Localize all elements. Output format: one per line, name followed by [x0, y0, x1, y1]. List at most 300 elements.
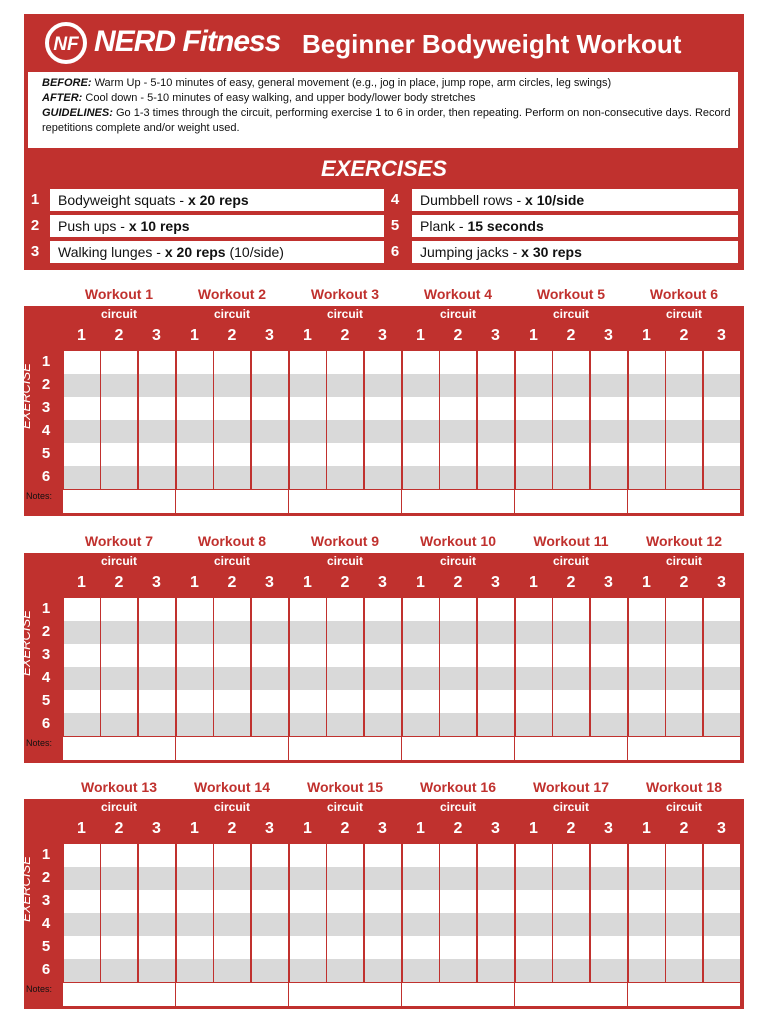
log-cell[interactable]: [252, 890, 288, 913]
log-cell[interactable]: [403, 959, 439, 982]
notes-field[interactable]: [515, 737, 627, 760]
log-cell[interactable]: [704, 420, 740, 443]
log-cell[interactable]: [64, 351, 100, 374]
log-cell[interactable]: [327, 397, 363, 420]
log-cell[interactable]: [327, 713, 363, 736]
log-cell[interactable]: [101, 959, 137, 982]
notes-field[interactable]: [515, 490, 627, 513]
log-cell[interactable]: [591, 420, 627, 443]
log-cell[interactable]: [403, 936, 439, 959]
log-cell[interactable]: [704, 690, 740, 713]
log-cell[interactable]: [64, 959, 100, 982]
log-cell[interactable]: [553, 443, 589, 466]
log-cell[interactable]: [214, 913, 250, 936]
log-cell[interactable]: [629, 644, 665, 667]
notes-field[interactable]: [176, 490, 288, 513]
log-cell[interactable]: [365, 690, 401, 713]
log-cell[interactable]: [290, 466, 326, 489]
notes-field[interactable]: [289, 983, 401, 1006]
log-cell[interactable]: [553, 959, 589, 982]
log-cell[interactable]: [666, 351, 702, 374]
log-cell[interactable]: [440, 420, 476, 443]
log-cell[interactable]: [666, 374, 702, 397]
log-cell[interactable]: [553, 890, 589, 913]
notes-field[interactable]: [63, 490, 175, 513]
log-cell[interactable]: [591, 644, 627, 667]
log-cell[interactable]: [101, 466, 137, 489]
log-cell[interactable]: [177, 867, 213, 890]
log-cell[interactable]: [516, 420, 552, 443]
log-cell[interactable]: [704, 890, 740, 913]
log-cell[interactable]: [64, 936, 100, 959]
log-cell[interactable]: [591, 443, 627, 466]
log-cell[interactable]: [252, 644, 288, 667]
log-cell[interactable]: [666, 890, 702, 913]
notes-field[interactable]: [628, 737, 740, 760]
log-cell[interactable]: [629, 397, 665, 420]
log-cell[interactable]: [365, 443, 401, 466]
log-cell[interactable]: [214, 351, 250, 374]
log-cell[interactable]: [365, 351, 401, 374]
log-cell[interactable]: [704, 844, 740, 867]
log-cell[interactable]: [365, 713, 401, 736]
notes-field[interactable]: [628, 490, 740, 513]
log-cell[interactable]: [139, 936, 175, 959]
log-cell[interactable]: [252, 397, 288, 420]
log-cell[interactable]: [252, 690, 288, 713]
log-cell[interactable]: [177, 374, 213, 397]
log-cell[interactable]: [177, 621, 213, 644]
log-cell[interactable]: [139, 844, 175, 867]
log-cell[interactable]: [440, 351, 476, 374]
log-cell[interactable]: [704, 621, 740, 644]
log-cell[interactable]: [327, 667, 363, 690]
log-cell[interactable]: [440, 890, 476, 913]
log-cell[interactable]: [327, 443, 363, 466]
log-cell[interactable]: [139, 644, 175, 667]
log-cell[interactable]: [553, 936, 589, 959]
log-cell[interactable]: [516, 713, 552, 736]
notes-field[interactable]: [63, 983, 175, 1006]
log-cell[interactable]: [327, 621, 363, 644]
log-cell[interactable]: [327, 644, 363, 667]
log-cell[interactable]: [252, 420, 288, 443]
log-cell[interactable]: [704, 397, 740, 420]
notes-field[interactable]: [402, 737, 514, 760]
notes-field[interactable]: [63, 737, 175, 760]
notes-field[interactable]: [289, 737, 401, 760]
log-cell[interactable]: [478, 443, 514, 466]
log-cell[interactable]: [290, 621, 326, 644]
log-cell[interactable]: [327, 351, 363, 374]
notes-field[interactable]: [402, 490, 514, 513]
log-cell[interactable]: [403, 621, 439, 644]
log-cell[interactable]: [139, 420, 175, 443]
log-cell[interactable]: [629, 913, 665, 936]
log-cell[interactable]: [403, 667, 439, 690]
log-cell[interactable]: [252, 844, 288, 867]
log-cell[interactable]: [629, 959, 665, 982]
log-cell[interactable]: [64, 713, 100, 736]
log-cell[interactable]: [553, 713, 589, 736]
log-cell[interactable]: [704, 959, 740, 982]
log-cell[interactable]: [214, 690, 250, 713]
log-cell[interactable]: [704, 936, 740, 959]
log-cell[interactable]: [177, 598, 213, 621]
log-cell[interactable]: [440, 844, 476, 867]
log-cell[interactable]: [403, 867, 439, 890]
log-cell[interactable]: [478, 844, 514, 867]
log-cell[interactable]: [290, 890, 326, 913]
log-cell[interactable]: [365, 890, 401, 913]
log-cell[interactable]: [478, 598, 514, 621]
log-cell[interactable]: [478, 959, 514, 982]
log-cell[interactable]: [629, 690, 665, 713]
log-cell[interactable]: [591, 913, 627, 936]
log-cell[interactable]: [516, 890, 552, 913]
log-cell[interactable]: [177, 397, 213, 420]
log-cell[interactable]: [290, 844, 326, 867]
log-cell[interactable]: [252, 466, 288, 489]
log-cell[interactable]: [403, 713, 439, 736]
log-cell[interactable]: [516, 867, 552, 890]
log-cell[interactable]: [290, 598, 326, 621]
log-cell[interactable]: [252, 374, 288, 397]
log-cell[interactable]: [101, 667, 137, 690]
log-cell[interactable]: [440, 867, 476, 890]
log-cell[interactable]: [478, 890, 514, 913]
log-cell[interactable]: [591, 397, 627, 420]
log-cell[interactable]: [478, 420, 514, 443]
log-cell[interactable]: [214, 867, 250, 890]
log-cell[interactable]: [666, 713, 702, 736]
log-cell[interactable]: [101, 844, 137, 867]
log-cell[interactable]: [516, 621, 552, 644]
log-cell[interactable]: [666, 913, 702, 936]
log-cell[interactable]: [629, 844, 665, 867]
log-cell[interactable]: [327, 936, 363, 959]
log-cell[interactable]: [666, 598, 702, 621]
log-cell[interactable]: [101, 867, 137, 890]
log-cell[interactable]: [64, 844, 100, 867]
log-cell[interactable]: [327, 466, 363, 489]
log-cell[interactable]: [666, 644, 702, 667]
log-cell[interactable]: [139, 466, 175, 489]
log-cell[interactable]: [64, 644, 100, 667]
log-cell[interactable]: [290, 397, 326, 420]
log-cell[interactable]: [591, 598, 627, 621]
log-cell[interactable]: [327, 867, 363, 890]
log-cell[interactable]: [403, 466, 439, 489]
log-cell[interactable]: [440, 443, 476, 466]
log-cell[interactable]: [64, 667, 100, 690]
log-cell[interactable]: [629, 621, 665, 644]
log-cell[interactable]: [591, 351, 627, 374]
log-cell[interactable]: [290, 351, 326, 374]
log-cell[interactable]: [403, 443, 439, 466]
log-cell[interactable]: [629, 374, 665, 397]
log-cell[interactable]: [290, 374, 326, 397]
notes-field[interactable]: [515, 983, 627, 1006]
log-cell[interactable]: [516, 443, 552, 466]
log-cell[interactable]: [252, 913, 288, 936]
log-cell[interactable]: [101, 890, 137, 913]
log-cell[interactable]: [290, 713, 326, 736]
log-cell[interactable]: [214, 667, 250, 690]
log-cell[interactable]: [214, 621, 250, 644]
notes-field[interactable]: [402, 983, 514, 1006]
log-cell[interactable]: [516, 913, 552, 936]
log-cell[interactable]: [440, 598, 476, 621]
log-cell[interactable]: [177, 644, 213, 667]
log-cell[interactable]: [478, 867, 514, 890]
log-cell[interactable]: [704, 374, 740, 397]
log-cell[interactable]: [553, 420, 589, 443]
log-cell[interactable]: [101, 690, 137, 713]
log-cell[interactable]: [177, 890, 213, 913]
log-cell[interactable]: [290, 936, 326, 959]
log-cell[interactable]: [177, 713, 213, 736]
log-cell[interactable]: [403, 644, 439, 667]
log-cell[interactable]: [64, 374, 100, 397]
log-cell[interactable]: [440, 936, 476, 959]
log-cell[interactable]: [290, 867, 326, 890]
log-cell[interactable]: [666, 844, 702, 867]
log-cell[interactable]: [591, 936, 627, 959]
log-cell[interactable]: [139, 713, 175, 736]
log-cell[interactable]: [64, 397, 100, 420]
log-cell[interactable]: [177, 443, 213, 466]
log-cell[interactable]: [252, 936, 288, 959]
log-cell[interactable]: [365, 397, 401, 420]
log-cell[interactable]: [516, 466, 552, 489]
log-cell[interactable]: [101, 374, 137, 397]
log-cell[interactable]: [553, 351, 589, 374]
log-cell[interactable]: [365, 598, 401, 621]
log-cell[interactable]: [252, 959, 288, 982]
log-cell[interactable]: [440, 913, 476, 936]
log-cell[interactable]: [290, 690, 326, 713]
log-cell[interactable]: [553, 374, 589, 397]
log-cell[interactable]: [252, 713, 288, 736]
log-cell[interactable]: [704, 867, 740, 890]
log-cell[interactable]: [553, 621, 589, 644]
log-cell[interactable]: [64, 420, 100, 443]
log-cell[interactable]: [516, 959, 552, 982]
log-cell[interactable]: [516, 667, 552, 690]
log-cell[interactable]: [516, 374, 552, 397]
log-cell[interactable]: [101, 713, 137, 736]
log-cell[interactable]: [403, 598, 439, 621]
log-cell[interactable]: [553, 397, 589, 420]
log-cell[interactable]: [365, 621, 401, 644]
log-cell[interactable]: [214, 936, 250, 959]
log-cell[interactable]: [629, 890, 665, 913]
log-cell[interactable]: [290, 420, 326, 443]
log-cell[interactable]: [666, 867, 702, 890]
notes-field[interactable]: [289, 490, 401, 513]
log-cell[interactable]: [101, 621, 137, 644]
log-cell[interactable]: [365, 959, 401, 982]
log-cell[interactable]: [64, 913, 100, 936]
log-cell[interactable]: [478, 374, 514, 397]
log-cell[interactable]: [101, 598, 137, 621]
log-cell[interactable]: [629, 936, 665, 959]
log-cell[interactable]: [553, 466, 589, 489]
log-cell[interactable]: [177, 936, 213, 959]
log-cell[interactable]: [139, 621, 175, 644]
log-cell[interactable]: [139, 374, 175, 397]
log-cell[interactable]: [214, 844, 250, 867]
log-cell[interactable]: [214, 374, 250, 397]
log-cell[interactable]: [478, 644, 514, 667]
log-cell[interactable]: [252, 443, 288, 466]
notes-field[interactable]: [176, 983, 288, 1006]
log-cell[interactable]: [666, 443, 702, 466]
log-cell[interactable]: [591, 959, 627, 982]
log-cell[interactable]: [139, 867, 175, 890]
log-cell[interactable]: [440, 466, 476, 489]
log-cell[interactable]: [365, 374, 401, 397]
log-cell[interactable]: [666, 397, 702, 420]
log-cell[interactable]: [139, 913, 175, 936]
log-cell[interactable]: [478, 713, 514, 736]
log-cell[interactable]: [365, 644, 401, 667]
log-cell[interactable]: [629, 867, 665, 890]
log-cell[interactable]: [365, 867, 401, 890]
log-cell[interactable]: [478, 466, 514, 489]
notes-field[interactable]: [176, 737, 288, 760]
log-cell[interactable]: [177, 844, 213, 867]
log-cell[interactable]: [252, 598, 288, 621]
log-cell[interactable]: [139, 959, 175, 982]
log-cell[interactable]: [290, 644, 326, 667]
log-cell[interactable]: [591, 621, 627, 644]
log-cell[interactable]: [478, 621, 514, 644]
log-cell[interactable]: [553, 667, 589, 690]
log-cell[interactable]: [666, 959, 702, 982]
log-cell[interactable]: [440, 959, 476, 982]
log-cell[interactable]: [591, 844, 627, 867]
log-cell[interactable]: [290, 913, 326, 936]
log-cell[interactable]: [327, 890, 363, 913]
log-cell[interactable]: [139, 397, 175, 420]
log-cell[interactable]: [629, 420, 665, 443]
log-cell[interactable]: [101, 351, 137, 374]
log-cell[interactable]: [440, 374, 476, 397]
log-cell[interactable]: [64, 690, 100, 713]
log-cell[interactable]: [553, 644, 589, 667]
log-cell[interactable]: [214, 443, 250, 466]
log-cell[interactable]: [403, 690, 439, 713]
log-cell[interactable]: [214, 713, 250, 736]
log-cell[interactable]: [139, 690, 175, 713]
log-cell[interactable]: [214, 466, 250, 489]
log-cell[interactable]: [214, 890, 250, 913]
log-cell[interactable]: [101, 936, 137, 959]
log-cell[interactable]: [591, 466, 627, 489]
log-cell[interactable]: [704, 598, 740, 621]
log-cell[interactable]: [139, 443, 175, 466]
log-cell[interactable]: [516, 397, 552, 420]
log-cell[interactable]: [553, 844, 589, 867]
log-cell[interactable]: [327, 844, 363, 867]
log-cell[interactable]: [591, 867, 627, 890]
log-cell[interactable]: [365, 466, 401, 489]
log-cell[interactable]: [101, 420, 137, 443]
log-cell[interactable]: [553, 690, 589, 713]
log-cell[interactable]: [553, 867, 589, 890]
log-cell[interactable]: [177, 667, 213, 690]
log-cell[interactable]: [101, 397, 137, 420]
log-cell[interactable]: [403, 844, 439, 867]
log-cell[interactable]: [139, 351, 175, 374]
log-cell[interactable]: [440, 713, 476, 736]
log-cell[interactable]: [214, 420, 250, 443]
log-cell[interactable]: [591, 713, 627, 736]
log-cell[interactable]: [177, 959, 213, 982]
log-cell[interactable]: [177, 913, 213, 936]
log-cell[interactable]: [478, 397, 514, 420]
log-cell[interactable]: [214, 959, 250, 982]
log-cell[interactable]: [290, 959, 326, 982]
log-cell[interactable]: [478, 667, 514, 690]
log-cell[interactable]: [403, 913, 439, 936]
log-cell[interactable]: [591, 690, 627, 713]
log-cell[interactable]: [516, 936, 552, 959]
log-cell[interactable]: [553, 913, 589, 936]
log-cell[interactable]: [553, 598, 589, 621]
log-cell[interactable]: [64, 466, 100, 489]
log-cell[interactable]: [177, 420, 213, 443]
log-cell[interactable]: [101, 443, 137, 466]
log-cell[interactable]: [177, 351, 213, 374]
log-cell[interactable]: [177, 690, 213, 713]
log-cell[interactable]: [403, 890, 439, 913]
log-cell[interactable]: [365, 667, 401, 690]
log-cell[interactable]: [365, 420, 401, 443]
log-cell[interactable]: [365, 936, 401, 959]
log-cell[interactable]: [516, 844, 552, 867]
log-cell[interactable]: [64, 621, 100, 644]
log-cell[interactable]: [516, 644, 552, 667]
log-cell[interactable]: [327, 598, 363, 621]
log-cell[interactable]: [704, 667, 740, 690]
log-cell[interactable]: [478, 936, 514, 959]
log-cell[interactable]: [629, 351, 665, 374]
log-cell[interactable]: [214, 397, 250, 420]
log-cell[interactable]: [591, 890, 627, 913]
log-cell[interactable]: [177, 466, 213, 489]
log-cell[interactable]: [629, 713, 665, 736]
log-cell[interactable]: [327, 959, 363, 982]
log-cell[interactable]: [478, 913, 514, 936]
log-cell[interactable]: [704, 713, 740, 736]
log-cell[interactable]: [591, 667, 627, 690]
log-cell[interactable]: [478, 351, 514, 374]
log-cell[interactable]: [704, 443, 740, 466]
log-cell[interactable]: [516, 690, 552, 713]
log-cell[interactable]: [139, 598, 175, 621]
log-cell[interactable]: [139, 890, 175, 913]
log-cell[interactable]: [403, 397, 439, 420]
log-cell[interactable]: [629, 443, 665, 466]
log-cell[interactable]: [64, 443, 100, 466]
log-cell[interactable]: [516, 598, 552, 621]
log-cell[interactable]: [252, 667, 288, 690]
notes-field[interactable]: [628, 983, 740, 1006]
log-cell[interactable]: [704, 644, 740, 667]
